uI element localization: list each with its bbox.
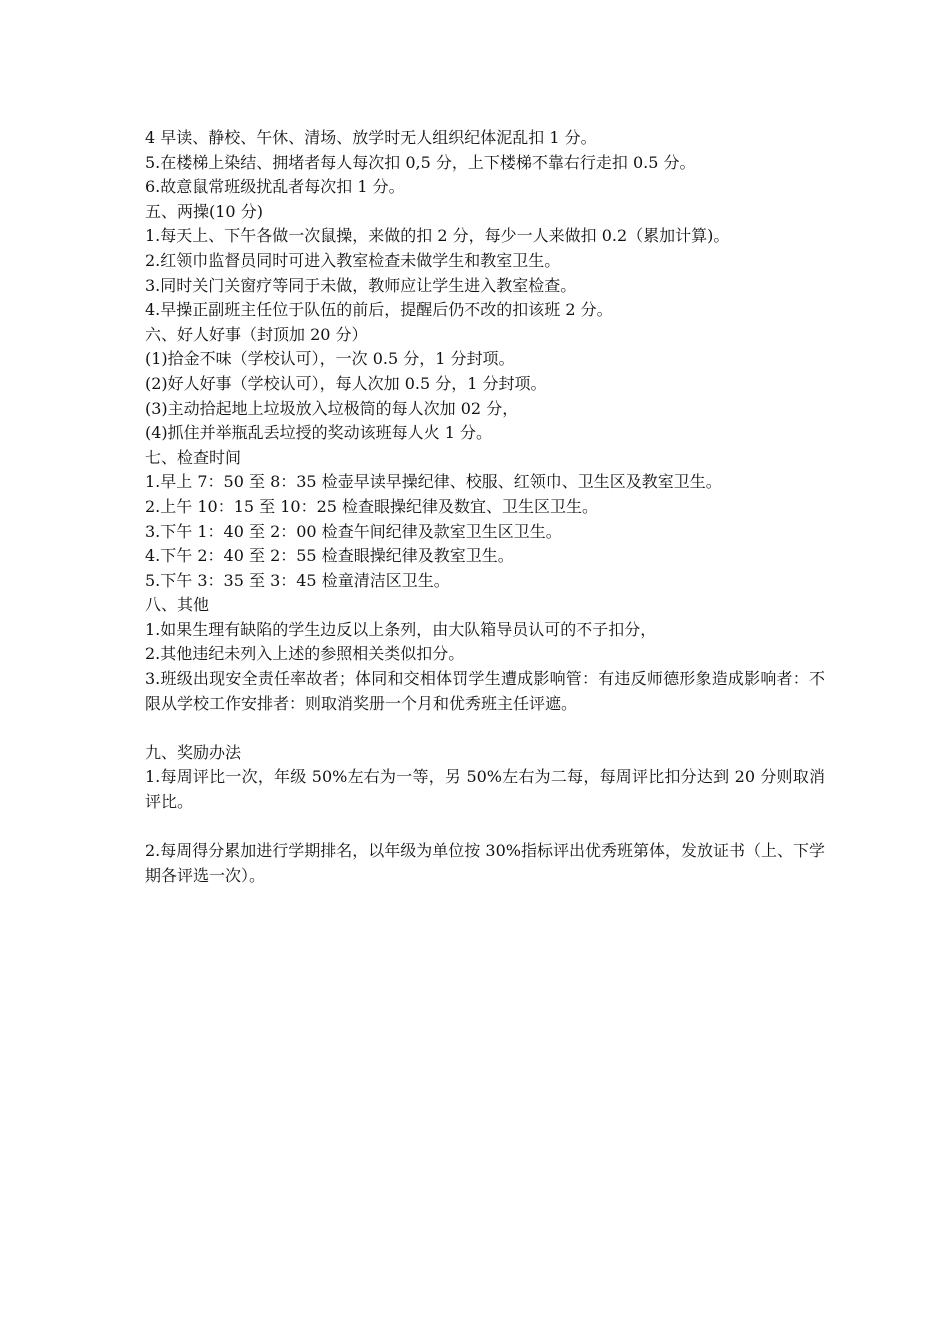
rule-paragraph-safety: 3.班级出现安全责任率故者；体同和交相体罚学生遭成影响管：有违反师德形象造成影响者：不限从学校工作安排者：则取消奖册一个月和优秀班主任评遮。 [145, 669, 825, 713]
rule-paragraph-weekly-ranking: 1.每周评比一次，年级 50%左右为一等，另 50%左右为二每，每周评比扣分达到 20 分则取消评比。 [145, 767, 825, 812]
rule-line-disability: 1.如果生理有缺陷的学生边反以上条列，由大队箱导员认可的不子扣分， [145, 619, 657, 639]
rule-line-stairs: 5.在楼梯上染结、拥堵者每人每次扣 0,5 分，上下楼梯不靠右行走扣 0.5 分。 [145, 152, 696, 172]
rule-line-daily-exercise: 1.每天上、下午各做一次鼠操，来做的扣 2 分，每少一人来做扣 0.2（累加计算)。 [145, 226, 730, 246]
rule-line-morning-reading: 4 早读、静校、午休、清场、放学时无人组织纪体泥乱扣 1 分。 [145, 128, 597, 147]
rule-paragraph-semester-ranking: 2.每周得分累加进行学期排名，以年级为单位按 30%指标评出优秀班第体，发放证书（上、下学期各评选一次）。 [145, 841, 825, 885]
rule-line-time-noon: 3.下午 1：40 至 2：00 检查午间纪律及款室卫生区卫生。 [145, 521, 562, 541]
rule-line-disturbance: 6.故意鼠常班级扰乱者每次扣 1 分。 [145, 177, 405, 197]
rule-line-teacher-position: 4.早操正副班主任位于队伍的前后，提醒后仍不改的扣该班 2 分。 [145, 300, 613, 320]
section-heading-rewards: 九、奖励办法 [145, 742, 242, 762]
section-heading-check-times: 七、检查时间 [145, 447, 242, 467]
rule-line-good-deed: (2)好人好事（学校认可），每人次加 0.5 分，1 分封项。 [145, 373, 547, 393]
rule-line-doors-windows: 3.同时关门关窗疗等同于未做，教师应让学生进入教室检查。 [145, 275, 577, 295]
rule-line-time-forenoon: 2.上午 10：15 至 10：25 检查眼操纪律及数宜、卫生区卫生。 [145, 496, 599, 516]
rule-line-pick-trash: (3)主动拾起地上垃圾放入垃极筒的每人次加 02 分， [145, 398, 519, 418]
rule-line-unlisted: 2.其他违纪未列入上述的参照相关类似扣分。 [145, 644, 465, 664]
rule-line-time-afternoon: 4.下午 2：40 至 2：55 检查眼操纪律及教室卫生。 [145, 546, 514, 566]
blank-line [145, 716, 825, 741]
rule-line-lost-found: (1)拾金不味（学校认可），一次 0.5 分，1 分封项。 [145, 349, 515, 369]
section-heading-exercises: 五、两操(10 分) [145, 201, 263, 221]
blank-line [145, 815, 825, 840]
document-body [145, 126, 825, 888]
rule-line-supervisor: 2.红领巾监督员同时可进入教室检查未做学生和教室卫生。 [145, 250, 561, 270]
rule-line-report-littering: (4)抓住并举瓶乱丢垃授的奖动该班每人火 1 分。 [145, 423, 493, 443]
rule-line-time-morning: 1.早上 7：50 至 8：35 检壶早读早操纪律、校服、红领巾、卫生区及教室卫生。 [145, 472, 722, 492]
section-heading-good-deeds: 六、好人好事（封顶加 20 分） [145, 324, 368, 344]
rule-line-time-late-afternoon: 5.下午 3：35 至 3：45 检童清洁区卫生。 [145, 570, 450, 590]
section-heading-others: 八、其他 [145, 595, 210, 615]
